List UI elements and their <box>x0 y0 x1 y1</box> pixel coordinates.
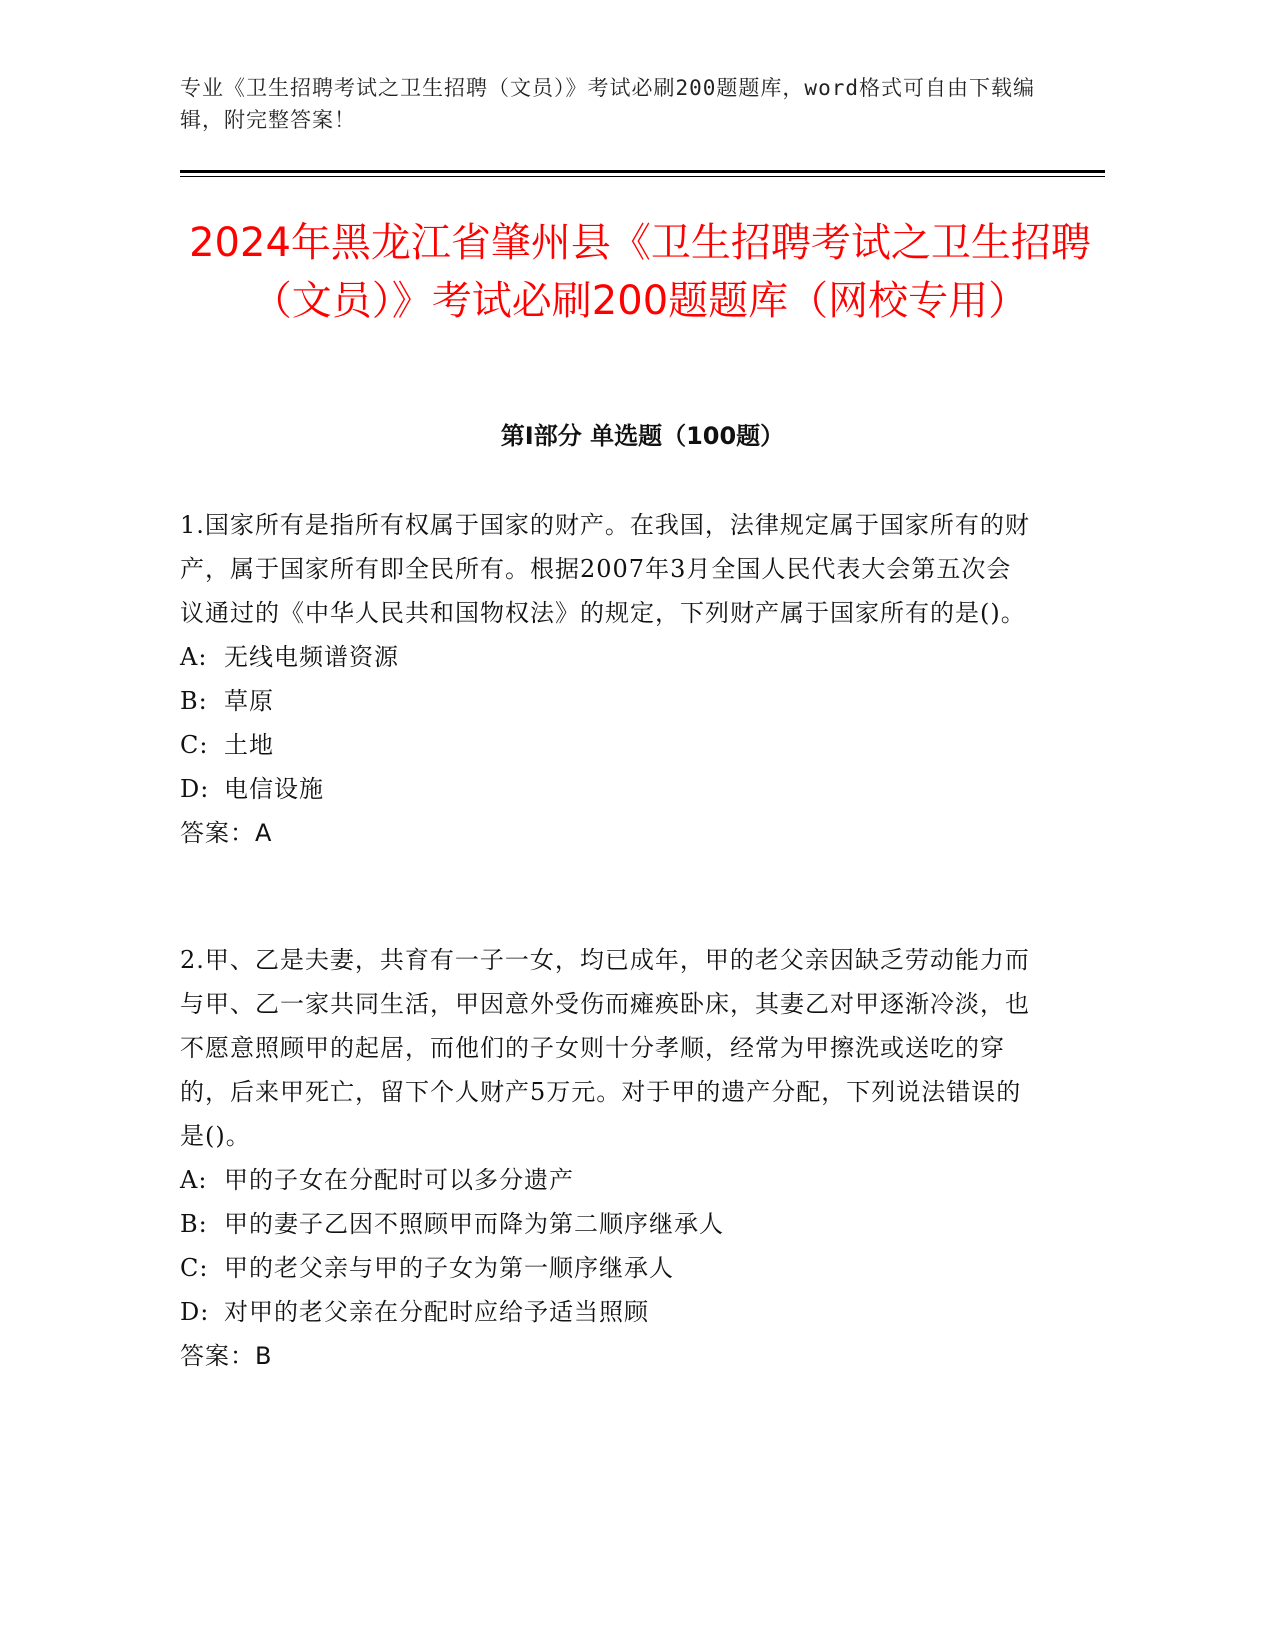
header-divider-thick <box>180 170 1105 173</box>
question-1 <box>180 503 1030 855</box>
option-letter: C: <box>180 1254 209 1282</box>
question-stem: 1.国家所有是指所有权属于国家的财产。在我国，法律规定属于国家所有的财产，属于国家所有即全民所有。根据2007年3月全国人民代表大会第五次会议通过的《中华人民共和国物权法》的规定，下列财产属于国家所有的是()。 <box>180 511 1030 627</box>
option-letter: A: <box>180 643 208 671</box>
option-d <box>180 1290 1030 1334</box>
option-c <box>180 723 1030 767</box>
option-text: 土地 <box>224 731 274 759</box>
option-letter: A: <box>180 1166 208 1194</box>
section-heading: 第I部分 单选题（100题） <box>500 422 785 450</box>
question-stem: 2.甲、乙是夫妻，共育有一子一女，均已成年，甲的老父亲因缺乏劳动能力而与甲、乙一家共同生活，甲因意外受伤而瘫痪卧床，其妻乙对甲逐渐冷淡，也不愿意照顾甲的起居，而他们的子女则十分孝顺，经常为甲擦洗或送吃的穿的，后来甲死亡，留下个人财产5万元。对于甲的遗产分配，下列说法错误的是()。 <box>180 946 1030 1150</box>
option-b <box>180 679 1030 723</box>
option-text: 对甲的老父亲在分配时应给予适当照顾 <box>224 1298 649 1326</box>
option-text: 无线电频谱资源 <box>224 643 399 671</box>
option-text: 甲的子女在分配时可以多分遗产 <box>224 1166 574 1194</box>
option-letter: B: <box>180 1210 208 1238</box>
answer-line: 答案：B <box>180 1342 273 1370</box>
option-a <box>180 635 1030 679</box>
header-note: 专业《卫生招聘考试之卫生招聘（文员）》考试必刷200题题库，word格式可自由下载编辑，附完整答案！ <box>180 76 1035 132</box>
option-letter: C: <box>180 731 209 759</box>
document-title: 2024年黑龙江省肇州县《卫生招聘考试之卫生招聘（文员）》考试必刷200题题库（网校专用） <box>189 220 1091 324</box>
option-a <box>180 1158 1030 1202</box>
option-c <box>180 1246 1030 1290</box>
option-text: 甲的妻子乙因不照顾甲而降为第二顺序继承人 <box>224 1210 724 1238</box>
option-letter: D: <box>180 775 210 803</box>
option-text: 草原 <box>224 687 274 715</box>
option-text: 甲的老父亲与甲的子女为第一顺序继承人 <box>224 1254 674 1282</box>
option-d <box>180 767 1030 811</box>
option-b <box>180 1202 1030 1246</box>
question-2 <box>180 938 1030 1378</box>
header-divider-thin <box>180 176 1105 177</box>
option-text: 电信设施 <box>224 775 324 803</box>
option-letter: D: <box>180 1298 210 1326</box>
answer-line: 答案：A <box>180 819 273 847</box>
option-letter: B: <box>180 687 208 715</box>
